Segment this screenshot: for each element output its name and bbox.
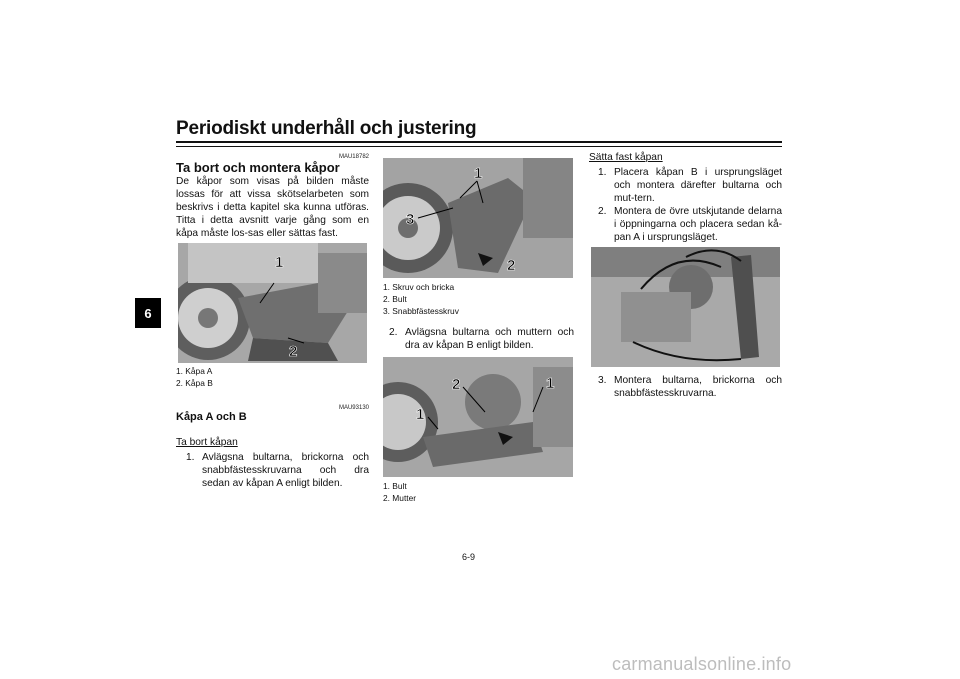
figure-caption-list xyxy=(176,365,213,389)
step-text: Placera kåpan B i ursprungsläget och montera därefter bultarna och mut-tern. xyxy=(614,167,782,204)
install-step xyxy=(598,166,782,205)
figure-label: 1 xyxy=(474,165,483,182)
step-number: 2. xyxy=(389,327,398,338)
caption-item: 1. Bult xyxy=(383,481,407,491)
step-text: Avlägsna bultarna och muttern och dra av kåpan B enligt bilden. xyxy=(405,327,574,351)
figure-label: 2 xyxy=(289,343,298,360)
step-number: 1. xyxy=(186,452,195,463)
figure-cowl-a-fasteners xyxy=(383,158,573,278)
step-2 xyxy=(389,326,574,352)
figure-cowl-a-b xyxy=(178,243,367,363)
caption-item: 2. Bult xyxy=(383,294,407,304)
step-number: 3. xyxy=(598,375,607,386)
figure-install-cowl xyxy=(591,247,780,367)
section-code: MAU93130 xyxy=(338,405,369,411)
caption-item: 1. Kåpa A xyxy=(176,366,213,376)
step-text: Montera bultarna, brickorna och snabbfästesskruvarna. xyxy=(614,375,782,399)
step-3 xyxy=(598,374,782,400)
step-text: Avlägsna bultarna, brickorna och snabbfästesskruvarna och dra sedan av kåpan A enligt bilden. xyxy=(202,452,369,489)
header-rule xyxy=(176,141,782,143)
caption-item: 2. Kåpa B xyxy=(176,378,213,388)
step-text: Montera de övre utskjutande delarna i öppningarna och placera sedan kå-pan A i ursprungsläget. xyxy=(614,206,782,243)
step-number: 1. xyxy=(598,167,607,178)
step-number: 2. xyxy=(598,206,607,217)
subheading: Kåpa A och B xyxy=(176,411,247,423)
figure-label: 1 xyxy=(546,375,555,392)
install-step xyxy=(598,205,782,244)
figure-label: 2 xyxy=(452,376,461,393)
figure-caption-list xyxy=(383,480,416,504)
removal-title: Ta bort kåpan xyxy=(176,437,238,448)
install-steps xyxy=(598,166,782,244)
figure-cowl-b-fasteners xyxy=(383,357,573,477)
header-rule-thin xyxy=(176,146,782,147)
page-header-title: Periodiskt underhåll och justering xyxy=(176,118,477,139)
step-1 xyxy=(186,451,369,490)
watermark-text: carmanualsonline.info xyxy=(612,654,792,674)
section-heading: Ta bort och montera kåpor xyxy=(176,160,340,175)
caption-item: 2. Mutter xyxy=(383,493,417,503)
figure-label: 3 xyxy=(406,211,415,228)
figure-caption-list xyxy=(383,281,459,317)
install-title: Sätta fast kåpan xyxy=(589,152,663,163)
page-number: 6-9 xyxy=(462,552,476,562)
caption-item: 1. Skruv och bricka xyxy=(383,282,455,292)
figure-label: 2 xyxy=(507,257,516,274)
intro-paragraph: De kåpor som visas på bilden måste lossas för att vissa skötselarbeten som beskrivs i detta kapitel ska kunna utföras. Titta i detta avsnitt varje gång som en kåpa måste los-sas eller sättas fast. xyxy=(176,176,369,239)
figure-label: 1 xyxy=(416,406,425,423)
chapter-tab: 6 xyxy=(135,298,161,328)
figure-label: 1 xyxy=(275,254,284,271)
section-code: MAU18782 xyxy=(338,154,369,160)
caption-item: 3. Snabbfästesskruv xyxy=(383,306,459,316)
